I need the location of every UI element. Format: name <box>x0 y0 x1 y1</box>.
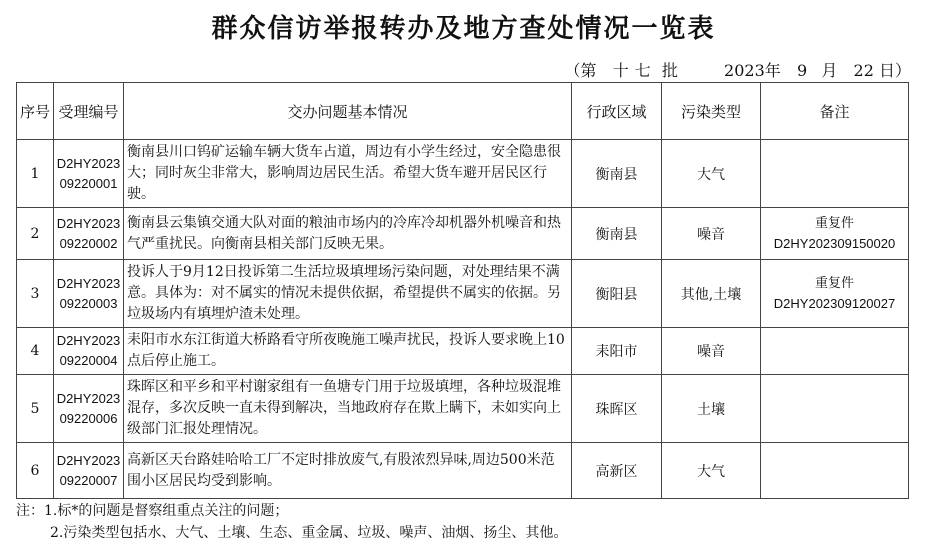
cell-pollution: 大气 <box>662 140 761 208</box>
header-pollution: 污染类型 <box>662 83 761 140</box>
cell-desc: 衡南县云集镇交通大队对面的粮油市场内的冷库冷却机器外机噪音和热气严重扰民。向衡南县相关部门反映无果。 <box>124 208 572 260</box>
table-row <box>17 443 909 499</box>
cell-desc: 投诉人于9月12日投诉第二生活垃圾填埋场污染问题，对处理结果不满意。具体为：对不属实的情况未提供依据，希望提供不属实的依据。另垃圾场内有填埋炉渣未处理。 <box>124 260 572 328</box>
cell-seq: 1 <box>17 140 54 208</box>
batch-month-unit: 月 <box>821 61 838 80</box>
cell-pollution: 土壤 <box>662 375 761 443</box>
code-part-b: 09220002 <box>59 235 118 251</box>
code-part-a: D2HY2023 <box>56 155 121 171</box>
header-row <box>17 83 909 140</box>
cell-pollution: 大气 <box>662 443 761 499</box>
cell-desc: 衡南县川口钨矿运输车辆大货车占道，周边有小学生经过，安全隐患很大；同时灰尘非常大，影响周边居民生活。希望大货车避开居民区行驶。 <box>124 140 572 208</box>
cell-region: 衡南县 <box>572 208 662 260</box>
cell-desc: 珠晖区和平乡和平村谢家组有一鱼塘专门用于垃圾填埋，各种垃圾混堆混存，多次反映一直未得到解决，当地政府存在欺上瞒下，未如实向上级部门汇报处理情况。 <box>124 375 572 443</box>
cell-region: 高新区 <box>572 443 662 499</box>
code-part-b: 09220006 <box>59 410 118 426</box>
page-title: 群众信访举报转办及地方查处情况一览表 <box>211 14 716 44</box>
cell-remark <box>761 375 909 443</box>
cell-seq: 5 <box>17 375 54 443</box>
batch-number: 十七 <box>612 61 657 80</box>
cell-seq: 2 <box>17 208 54 260</box>
cell-region: 衡南县 <box>572 140 662 208</box>
cell-region: 珠晖区 <box>572 375 662 443</box>
header-desc: 交办问题基本情况 <box>124 83 572 140</box>
header-code: 受理编号 <box>54 83 124 140</box>
cell-remark <box>761 328 909 375</box>
cell-pollution: 其他,土壤 <box>662 260 761 328</box>
cell-code <box>54 375 124 443</box>
cell-remark <box>761 443 909 499</box>
table-row <box>17 328 909 375</box>
remark-part-b: D2HY202309150020 <box>773 235 896 251</box>
cell-code <box>54 443 124 499</box>
code-part-b: 09220004 <box>59 353 118 368</box>
code-part-a: D2HY2023 <box>56 215 121 231</box>
table-row <box>17 140 909 208</box>
header-region: 行政区域 <box>572 83 662 140</box>
code-part-b: 09220003 <box>59 295 118 311</box>
code-part-a: D2HY2023 <box>56 333 121 348</box>
remark-part-a: 重复件 <box>814 275 854 291</box>
batch-open: （第 <box>564 61 597 80</box>
batch-info <box>565 58 911 81</box>
cell-code <box>54 140 124 208</box>
cell-region: 衡阳县 <box>572 260 662 328</box>
cell-remark <box>761 208 909 260</box>
cell-code <box>54 260 124 328</box>
cell-seq: 3 <box>17 260 54 328</box>
code-part-b: 09220001 <box>59 175 118 191</box>
code-part-a: D2HY2023 <box>56 452 121 468</box>
code-part-b: 09220007 <box>59 472 118 488</box>
footnote-1: 注：1.标*的问题是督察组重点关注的问题； <box>16 503 289 519</box>
cell-desc: 高新区天台路娃哈哈工厂不定时排放废气,有股浓烈异味,周边500米范围小区居民均受到影响。 <box>124 443 572 499</box>
table-row <box>17 208 909 260</box>
batch-day: 22 <box>853 61 874 80</box>
cell-pollution: 噪音 <box>662 328 761 375</box>
batch-pi: 批 <box>661 61 678 80</box>
cell-desc: 耒阳市水东江街道大桥路看守所夜晚施工噪声扰民，投诉人要求晚上10点后停止施工。 <box>124 328 572 375</box>
cell-seq: 6 <box>17 443 54 499</box>
code-part-a: D2HY2023 <box>56 275 121 291</box>
table-row <box>17 375 909 443</box>
cell-pollution: 噪音 <box>662 208 761 260</box>
cell-code <box>54 328 124 375</box>
table-row <box>17 260 909 328</box>
cell-remark <box>761 140 909 208</box>
cell-region: 耒阳市 <box>572 328 662 375</box>
remark-part-b: D2HY202309120027 <box>773 295 896 311</box>
code-part-a: D2HY2023 <box>56 390 121 406</box>
cell-code <box>54 208 124 260</box>
remark-part-a: 重复件 <box>814 215 854 231</box>
header-seq: 序号 <box>17 83 54 140</box>
batch-day-unit: 日） <box>878 61 911 80</box>
cell-seq: 4 <box>17 328 54 375</box>
batch-year: 2023年 <box>724 61 781 80</box>
footnotes <box>16 500 567 544</box>
footnote-2: 2.污染类型包括水、大气、土壤、生态、重金属、垃圾、噪声、油烟、扬尘、其他。 <box>50 525 568 541</box>
cell-remark <box>761 260 909 328</box>
complaint-table <box>16 82 909 499</box>
header-remark: 备注 <box>761 83 909 140</box>
batch-month: 9 <box>796 61 808 80</box>
